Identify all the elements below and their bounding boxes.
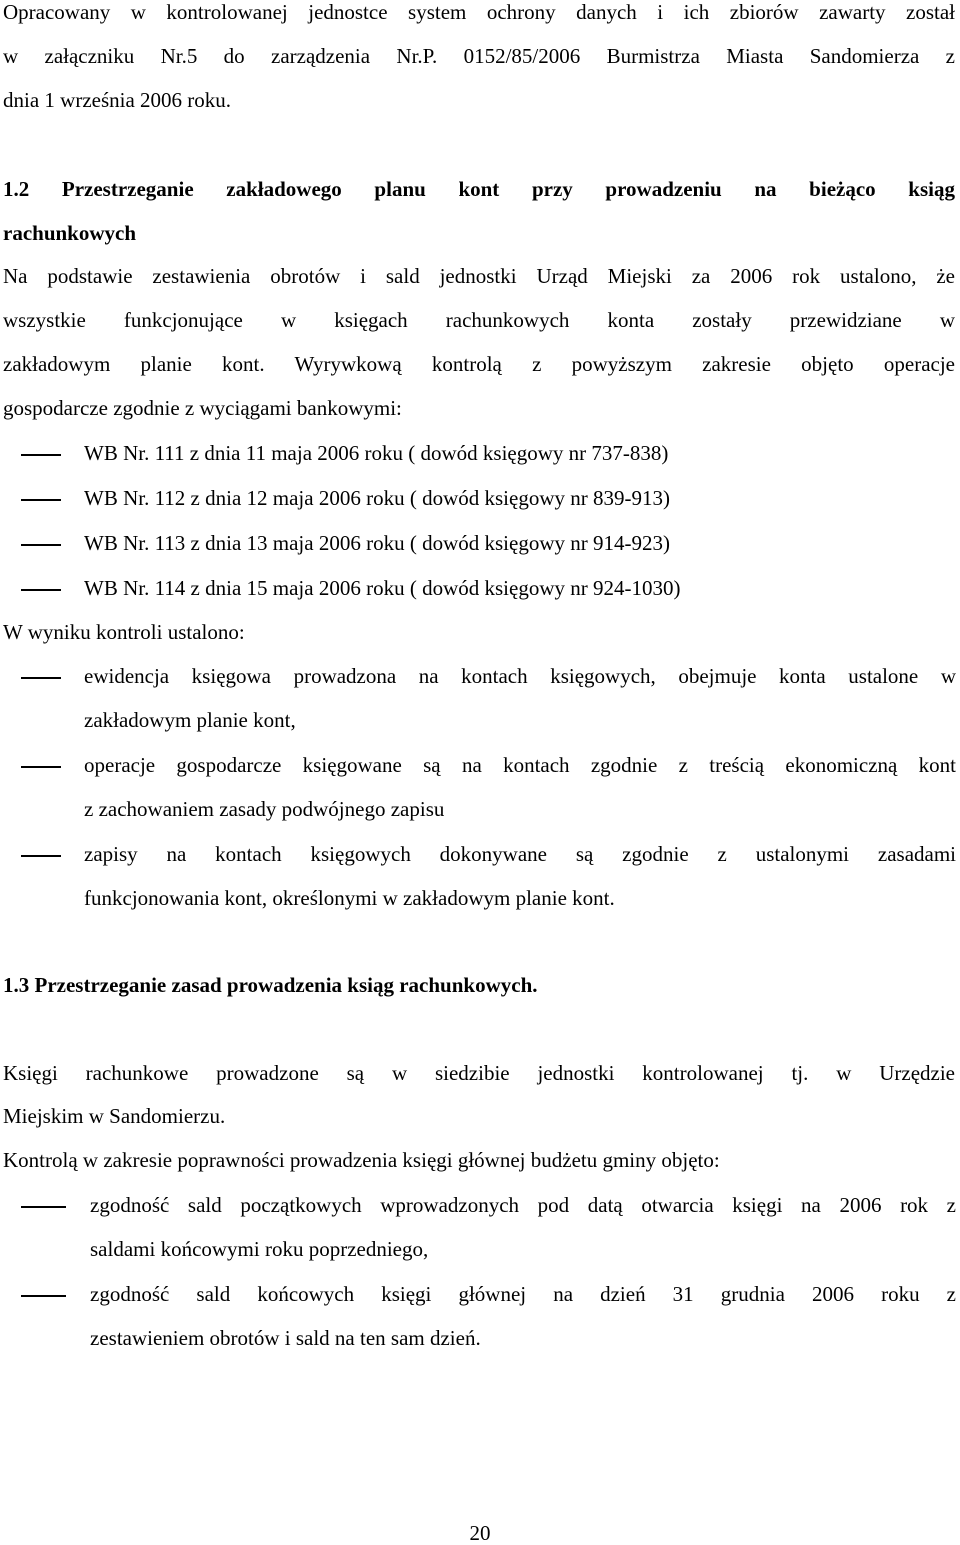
list-dash	[21, 855, 61, 857]
intro-line-3: dnia 1 września 2006 roku.	[3, 88, 232, 112]
section-1-2-heading-line-1: 1.2 Przestrzeganie zakładowego planu kont przy prowadzeniu na bieżąco ksiąg	[3, 177, 955, 201]
section-1-2-paragraph-line-3: zakładowym planie kont. Wyrywkową kontrolą z powyższym zakresie objęto operacje	[3, 352, 955, 376]
bank-statement-item: WB Nr. 114 z dnia 15 maja 2006 roku ( dowód księgowy nr 924-1030)	[84, 576, 681, 600]
section-1-2-paragraph-line-1: Na podstawie zestawienia obrotów i sald jednostki Urząd Miejski za 2006 rok ustalono, że	[3, 264, 955, 288]
list-dash	[21, 454, 61, 456]
list-dash	[21, 1206, 66, 1208]
page-number: 20	[469, 1521, 491, 1545]
bank-statement-item: WB Nr. 111 z dnia 11 maja 2006 roku ( dowód księgowy nr 737-838)	[84, 441, 669, 465]
control-item-line-2: saldami końcowymi roku poprzedniego,	[90, 1237, 429, 1261]
intro-line-1: Opracowany w kontrolowanej jednostce system ochrony danych i ich zbiorów zawarty został	[3, 0, 955, 24]
control-intro: Kontrolą w zakresie poprawności prowadzenia księgi głównej budżetu gminy objęto:	[3, 1148, 720, 1172]
section-1-3-heading: 1.3 Przestrzeganie zasad prowadzenia ksiąg rachunkowych.	[3, 973, 538, 997]
finding-item-line-1: operacje gospodarcze księgowane są na kontach zgodnie z treścią ekonomiczną kont	[84, 753, 956, 777]
section-1-2-heading-line-2: rachunkowych	[3, 221, 137, 245]
bank-statement-item: WB Nr. 112 z dnia 12 maja 2006 roku ( dowód księgowy nr 839-913)	[84, 486, 670, 510]
finding-item-line-1: zapisy na kontach księgowych dokonywane są zgodnie z ustalonymi zasadami	[84, 842, 956, 866]
finding-item-line-2: zakładowym planie kont,	[84, 708, 296, 732]
control-item-line-1: zgodność sald początkowych wprowadzonych pod datą otwarcia księgi na 2006 rok z	[90, 1193, 956, 1217]
list-dash	[21, 766, 61, 768]
finding-item-line-2: funkcjonowania kont, określonymi w zakładowym planie kont.	[84, 886, 615, 910]
list-dash	[21, 499, 61, 501]
list-dash	[21, 677, 61, 679]
bank-statement-item: WB Nr. 113 z dnia 13 maja 2006 roku ( dowód księgowy nr 914-923)	[84, 531, 670, 555]
section-1-3-paragraph-line-2: Miejskim w Sandomierzu.	[3, 1104, 226, 1128]
list-dash	[21, 1295, 66, 1297]
finding-item-line-1: ewidencja księgowa prowadzona na kontach księgowych, obejmuje konta ustalone w	[84, 664, 956, 688]
list-dash	[21, 589, 61, 591]
findings-intro: W wyniku kontroli ustalono:	[3, 620, 245, 644]
intro-line-2: w załączniku Nr.5 do zarządzenia Nr.P. 0152/85/2006 Burmistrza Miasta Sandomierza z	[3, 44, 955, 68]
section-1-3-paragraph-line-1: Księgi rachunkowe prowadzone są w siedzibie jednostki kontrolowanej tj. w Urzędzie	[3, 1061, 955, 1085]
list-dash	[21, 544, 61, 546]
control-item-line-1: zgodność sald końcowych księgi głównej na dzień 31 grudnia 2006 roku z	[90, 1282, 956, 1306]
control-item-line-2: zestawieniem obrotów i sald na ten sam dzień.	[90, 1326, 481, 1350]
section-1-2-paragraph-line-4: gospodarcze zgodnie z wyciągami bankowymi:	[3, 396, 402, 420]
section-1-2-paragraph-line-2: wszystkie funkcjonujące w księgach rachunkowych konta zostały przewidziane w	[3, 308, 955, 332]
finding-item-line-2: z zachowaniem zasady podwójnego zapisu	[84, 797, 445, 821]
